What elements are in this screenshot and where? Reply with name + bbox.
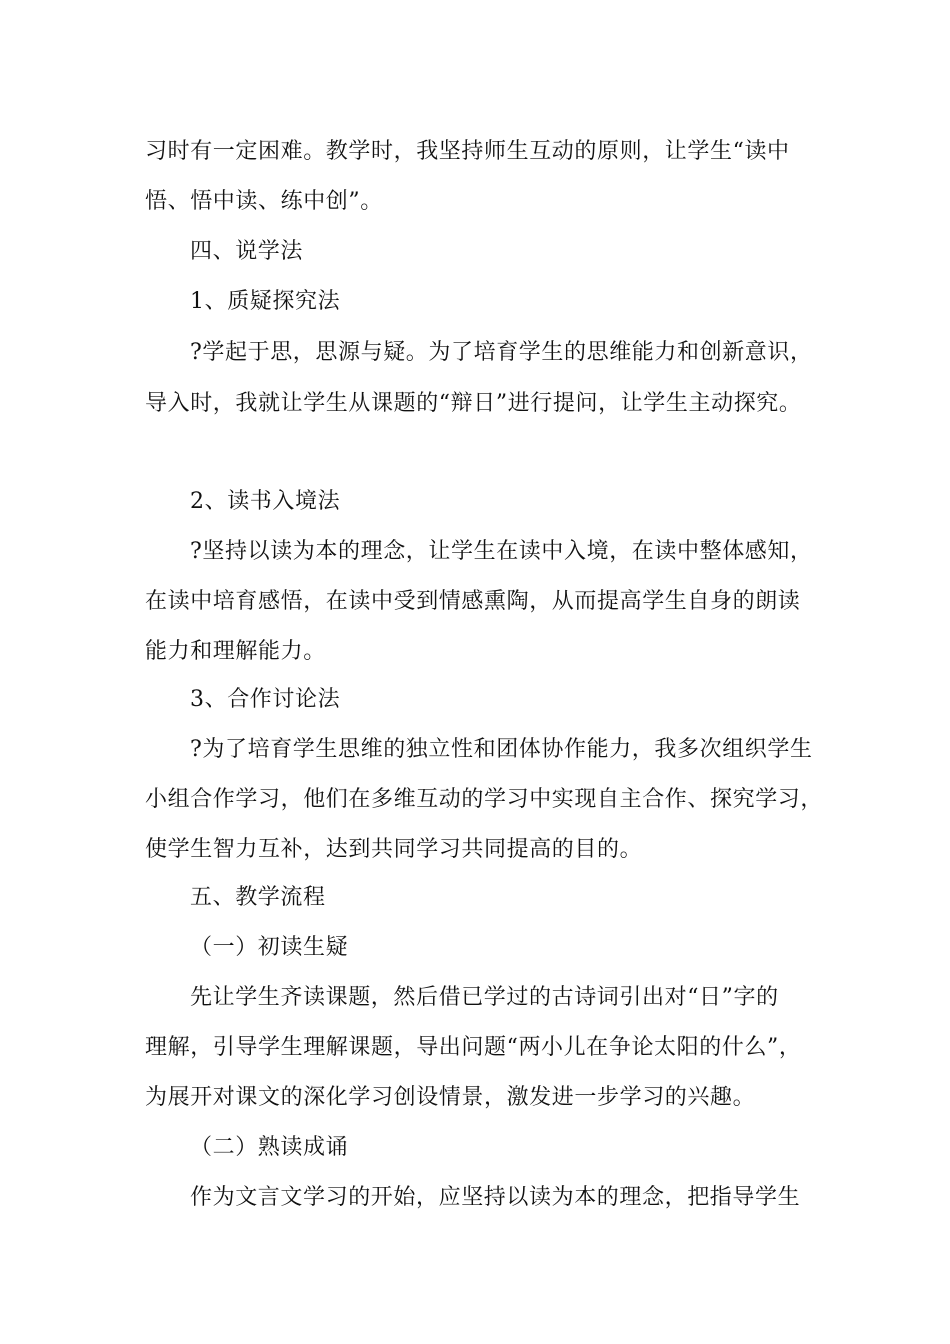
section-heading: 五、教学流程 [190, 885, 326, 910]
section-heading: 四、说学法 [190, 239, 304, 264]
subsection-heading: 2、读书入境法 [190, 489, 341, 514]
subsection-heading: （一）初读生疑 [190, 935, 349, 960]
text-line: 能力和理解能力。 [145, 639, 326, 664]
text-line: 悟、悟中读、练中创”。 [145, 189, 383, 214]
text-line: 导入时，我就让学生从课题的“辩日”进行提问，让学生主动探究。 [145, 391, 802, 416]
text-line: ?为了培育学生思维的独立性和团体协作能力，我多次组织学生 [190, 737, 813, 762]
text-line: 小组合作学习，他们在多维互动的学习中实现自主合作、探究学习， [145, 787, 824, 812]
text-line: 理解，引导学生理解课题，导出问题“两小儿在争论太阳的什么”， [145, 1035, 802, 1060]
text-line: 作为文言文学习的开始，应坚持以读为本的理念，把指导学生 [190, 1185, 801, 1210]
text-line: 先让学生齐读课题，然后借已学过的古诗词引出对“日”字的 [190, 985, 779, 1010]
text-line: 使学生智力互补，达到共同学习共同提高的目的。 [145, 837, 643, 862]
text-line: 为展开对课文的深化学习创设情景，激发进一步学习的兴趣。 [145, 1085, 756, 1110]
text-line: 习时有一定困难。教学时，我坚持师生互动的原则，让学生“读中 [145, 139, 790, 164]
subsection-heading: 1、质疑探究法 [190, 289, 341, 314]
subsection-heading: 3、合作讨论法 [190, 687, 341, 712]
text-line: 在读中培育感悟，在读中受到情感熏陶，从而提高学生自身的朗读 [145, 589, 801, 614]
text-line: ?学起于思，思源与疑。为了培育学生的思维能力和创新意识， [190, 340, 813, 365]
subsection-heading: （二）熟读成诵 [190, 1135, 349, 1160]
text-line: ?坚持以读为本的理念，让学生在读中入境，在读中整体感知， [190, 539, 813, 564]
